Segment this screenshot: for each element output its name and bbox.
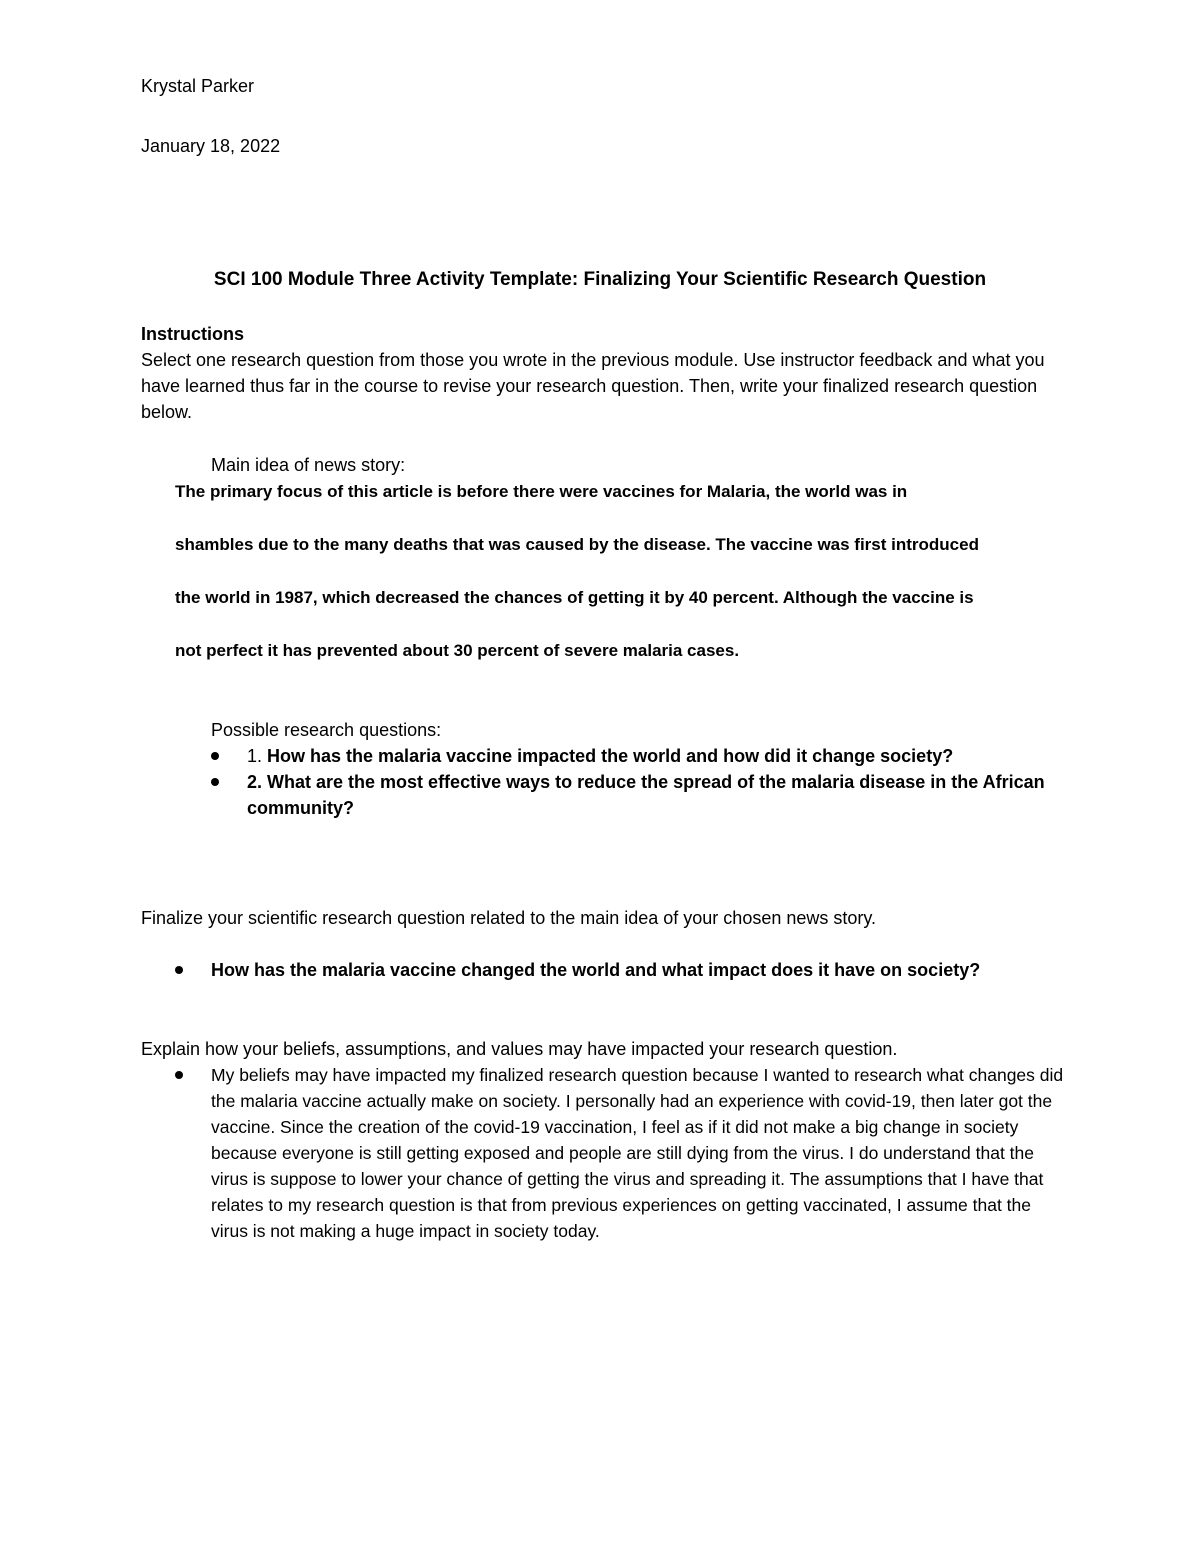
research-questions-list bbox=[211, 743, 1091, 821]
main-idea-line: shambles due to the many deaths that was caused by the disease. The vaccine was first introduced bbox=[175, 535, 979, 554]
finalize-question-label: Finalize your scientific research question related to the main idea of your chosen news story. bbox=[141, 908, 877, 928]
document-date: January 18, 2022 bbox=[141, 136, 281, 156]
list-item bbox=[175, 957, 1055, 983]
list-item bbox=[211, 743, 1091, 769]
author-name: Krystal Parker bbox=[141, 76, 255, 96]
explain-answer-text: My beliefs may have impacted my finalized research question because I wanted to research what changes did the malaria vaccine actually make on society. I personally had an experience with covid-19, then later got the vaccine. Since the creation of the covid-19 vaccination, I feel as if it did not make a big change in society because everyone is still getting exposed and people are still dying from the virus. I do understand that the virus is suppose to lower your chance of getting the virus and spreading it. The assumptions that I have that relates to my research question is that from previous experiences on getting vaccinated, I assume that the virus is not making a huge impact in society today. bbox=[211, 1065, 1064, 1241]
question-number: 1. bbox=[247, 746, 263, 766]
list-item bbox=[211, 769, 1091, 821]
question-number: 2. bbox=[247, 772, 263, 792]
instructions-body: Select one research question from those you wrote in the previous module. Use instructor feedback and what you have learned thus far in the course to revise your research question. Then, write your finalized research question below. bbox=[141, 350, 1045, 422]
list-item bbox=[175, 1062, 1065, 1244]
main-idea-line: not perfect it has prevented about 30 percent of severe malaria cases. bbox=[175, 641, 740, 660]
instructions-heading: Instructions bbox=[141, 324, 245, 344]
main-idea-label: Main idea of news story: bbox=[211, 455, 406, 475]
question-text: What are the most effective ways to reduce the spread of the malaria disease in the African community? bbox=[247, 772, 1045, 818]
main-idea-line: the world in 1987, which decreased the chances of getting it by 40 percent. Although the vaccine is bbox=[175, 588, 974, 607]
research-questions-label: Possible research questions: bbox=[211, 720, 442, 740]
bullet-icon bbox=[211, 752, 219, 760]
final-question-list bbox=[175, 957, 1055, 983]
bullet-icon bbox=[175, 966, 183, 974]
bullet-icon bbox=[175, 1071, 183, 1079]
explain-list bbox=[175, 1062, 1065, 1244]
bullet-icon bbox=[211, 778, 219, 786]
explain-label: Explain how your beliefs, assumptions, and values may have impacted your research question. bbox=[141, 1039, 898, 1059]
final-question-text: How has the malaria vaccine changed the world and what impact does it have on society? bbox=[211, 960, 981, 980]
page-title: SCI 100 Module Three Activity Template: Finalizing Your Scientific Research Question bbox=[213, 269, 987, 290]
main-idea-line: The primary focus of this article is before there were vaccines for Malaria, the world was in bbox=[175, 482, 908, 501]
question-text: How has the malaria vaccine impacted the world and how did it change society? bbox=[267, 746, 954, 766]
